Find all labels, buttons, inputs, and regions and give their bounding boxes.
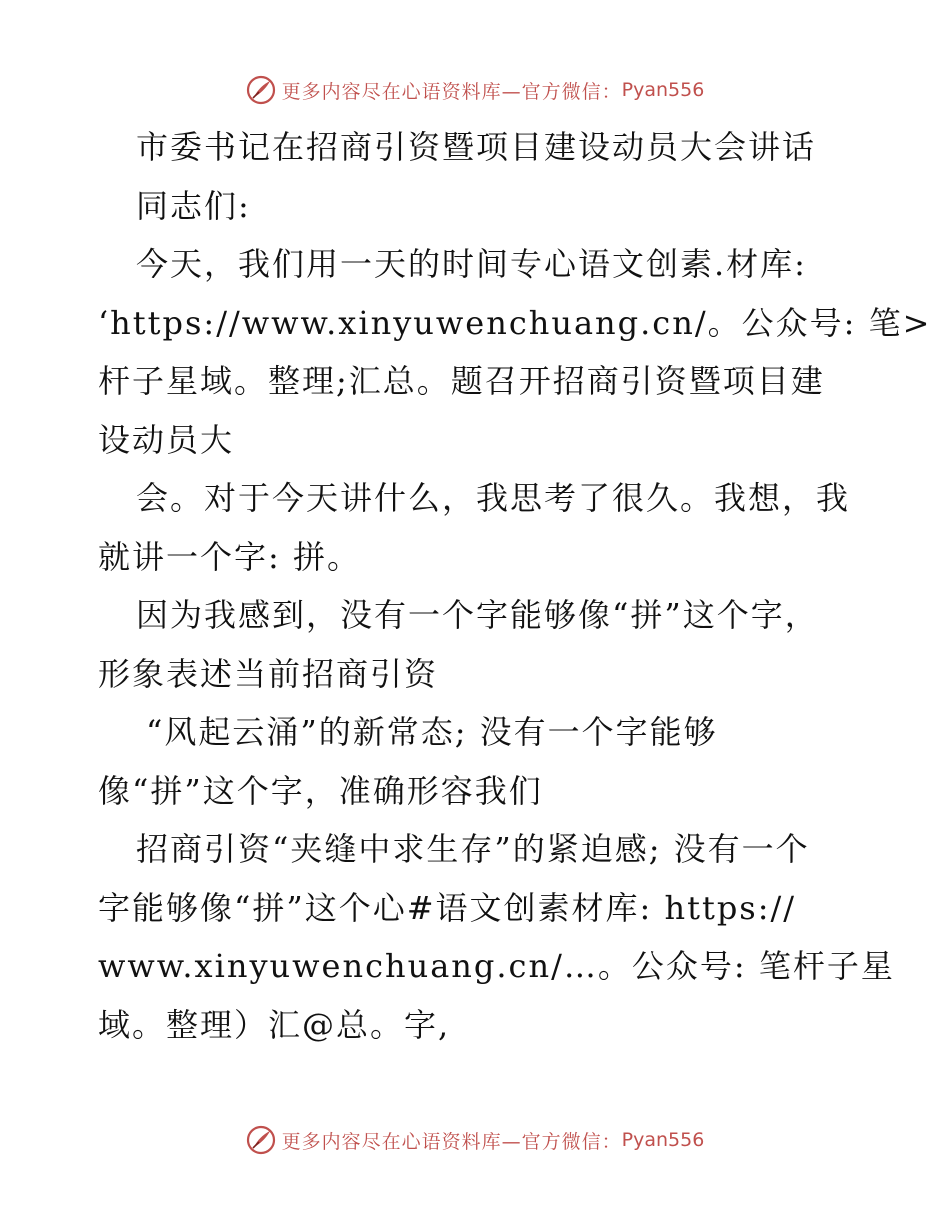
text-line: 字能够像“拼”这个心#语文创素材库: https:// bbox=[98, 888, 797, 927]
text-line: 像“拼”这个字，准确形容我们 bbox=[98, 771, 543, 810]
text-line: 设动员大 bbox=[98, 420, 235, 459]
document-title: 市委书记在招商引资暨项目建设动员大会讲话 bbox=[136, 128, 817, 166]
text-line: ‘https://www.xinyuwenchuang.cn/。公众号: 笔> bbox=[98, 303, 932, 342]
text-line: 杆子星域。整理;汇总。题召开招商引资暨项目建 bbox=[98, 362, 825, 400]
watermark-handle: Pyan556 bbox=[621, 1129, 705, 1151]
text-line: 今天，我们用一天的时间专心语文创素.材库: bbox=[136, 245, 807, 283]
document-body bbox=[98, 118, 932, 1054]
text-line: www.xinyuwenchuang.cn/…。公众号: 笔杆子星 bbox=[98, 947, 895, 985]
feather-pen-logo-icon bbox=[246, 1125, 276, 1155]
header-watermark bbox=[0, 72, 950, 108]
footer-watermark bbox=[0, 1122, 950, 1158]
text-line: 域。整理）汇@总。字, bbox=[98, 1005, 451, 1044]
text-line: 因为我感到，没有一个字能够像“拼”这个字， bbox=[136, 596, 819, 634]
text-line: 就讲一个字: 拼。 bbox=[98, 537, 361, 576]
text-line: 招商引资“夹缝中求生存”的紧迫感; 没有一个 bbox=[136, 830, 810, 868]
feather-pen-logo-icon bbox=[246, 75, 276, 105]
salutation: 同志们: bbox=[136, 186, 251, 225]
watermark-text: 更多内容尽在心语资料库—官方微信： bbox=[281, 1130, 622, 1153]
watermark-handle: Pyan556 bbox=[621, 79, 705, 101]
text-line: “风起云涌”的新常态; 没有一个字能够 bbox=[146, 713, 718, 751]
watermark-text: 更多内容尽在心语资料库—官方微信： bbox=[281, 80, 622, 103]
text-line: 会。对于今天讲什么，我思考了很久。我想，我 bbox=[136, 479, 851, 517]
text-line: 形象表述当前招商引资 bbox=[98, 654, 439, 693]
